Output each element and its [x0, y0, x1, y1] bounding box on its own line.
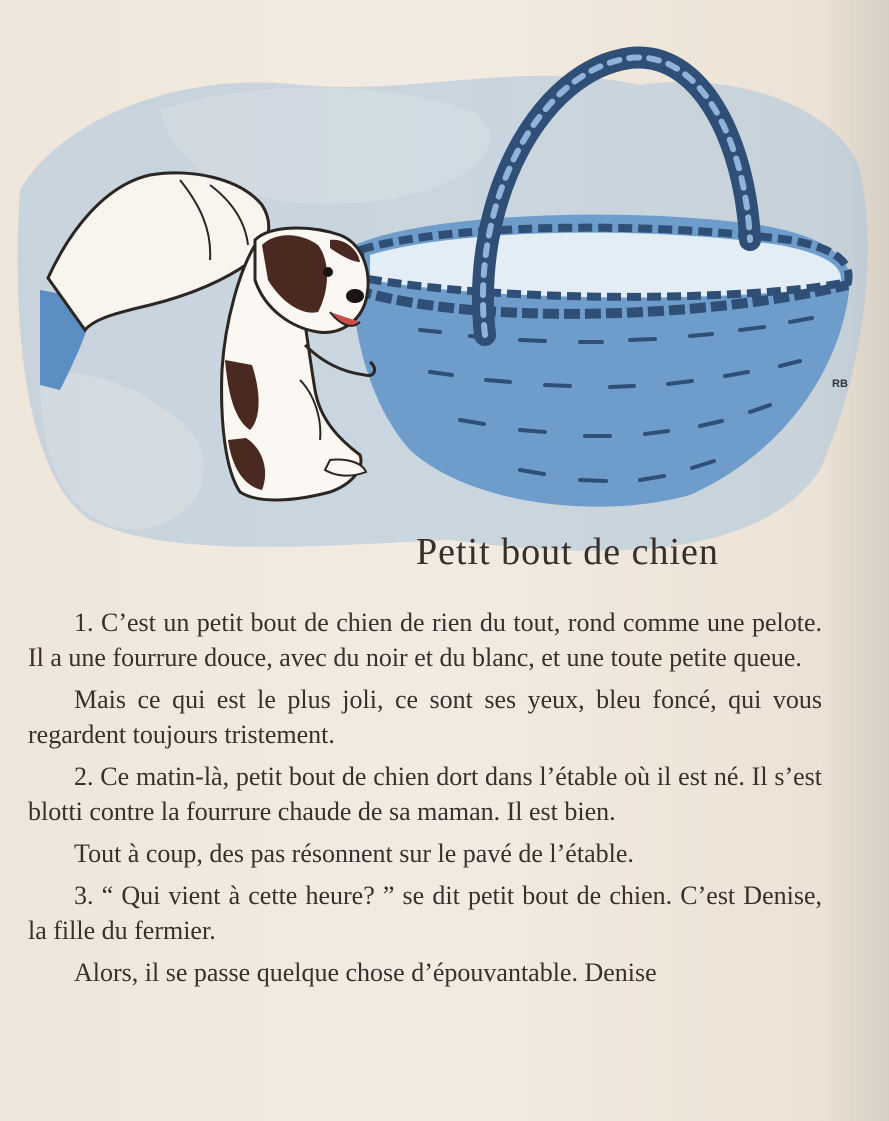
- paragraph-1: 1. C’est un petit bout de chien de rien du tout, rond comme une pelote. Il a une fourrure douce, avec du noir et du blanc, et une toute petite queue.: [28, 608, 822, 672]
- illustrator-signature: RB: [832, 378, 848, 390]
- paragraph-3-continued: Alors, il se passe quelque chose d’épouvantable. Denise: [74, 958, 657, 987]
- paragraph-3: 3. “ Qui vient à cette heure? ” se dit petit bout de chien. C’est Denise, la fille du fermier.: [28, 881, 822, 945]
- story-text: [28, 605, 822, 997]
- paragraph-1-continued: Mais ce qui est le plus joli, ce sont ses yeux, bleu foncé, qui vous regardent toujours tristement.: [28, 685, 822, 749]
- paragraph-2-continued: Tout à coup, des pas résonnent sur le pavé de l’étable.: [74, 839, 634, 868]
- story-title: Petit bout de chien: [416, 531, 719, 573]
- paragraph-2: 2. Ce matin-là, petit bout de chien dort dans l’étable où il est né. Il s’est blotti contre la fourrure chaude de sa maman. Il est bien.: [28, 762, 822, 826]
